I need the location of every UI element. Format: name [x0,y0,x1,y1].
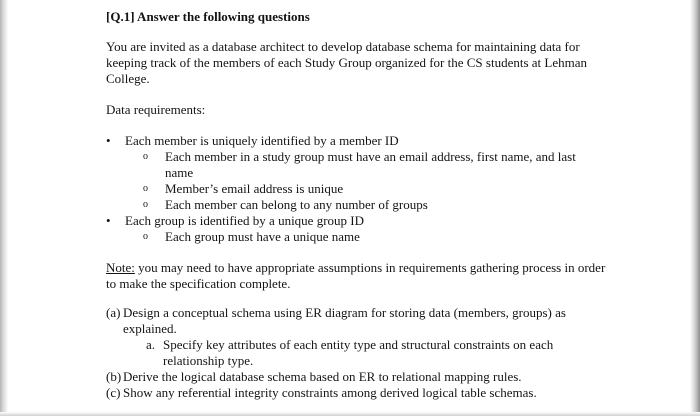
page-right-edge [690,0,700,416]
subtask-item [106,337,606,369]
requirements-label: Data requirements: [106,102,206,117]
task-text: Design a conceptual schema using ER diagram for storing data (members, groups) as explained. [123,305,566,336]
circle-bullet-icon: o [143,183,148,194]
requirement-subitem-text: Each group must have a unique name [165,229,360,244]
task-text: Derive the logical database schema based on ER to relational mapping rules. [123,369,522,384]
task-text: Show any referential integrity constraints among derived logical table schemas. [123,385,537,400]
page-left-edge [0,0,8,416]
requirement-subitem [125,197,606,213]
requirement-subitem-text: Each member in a study group must have an email address, first name, and last name [165,149,576,180]
note-paragraph [106,260,606,292]
requirement-subitem-text: Member’s email address is unique [165,181,344,196]
subtask-text: Specify key attributes of each entity type and structural constraints on each relationship type. [163,337,554,368]
circle-bullet-icon: o [143,231,148,242]
subtask-letter: a. [146,337,156,352]
requirement-item [106,133,606,213]
requirement-subitem [125,229,606,245]
requirement-item [106,213,606,245]
task-item [106,385,606,401]
requirement-text: Each member is uniquely identified by a member ID [125,133,399,148]
page-bottom-edge [0,412,700,416]
bullet-icon: • [106,213,111,228]
requirement-subitem-text: Each member can belong to any number of groups [165,197,428,212]
requirement-text: Each group is identified by a unique group ID [125,213,364,228]
task-item [106,305,606,337]
requirement-sublist [125,149,606,213]
intro-paragraph: You are invited as a database architect to develop database schema for maintaining data for keeping track of the members of each Study Group organized for the CS students at Lehman College. [106,39,587,86]
requirement-subitem [125,181,606,197]
task-letter: (c) [106,385,121,400]
task-letter: (b) [106,369,122,384]
task-letter: (a) [106,305,121,320]
circle-bullet-icon: o [143,151,148,162]
bullet-icon: • [106,133,111,148]
requirement-subitem [125,149,606,181]
circle-bullet-icon: o [143,199,148,210]
note-label: Note: [106,260,135,275]
task-item [106,369,606,385]
question-document [106,9,606,401]
requirement-sublist [125,229,606,245]
question-heading: [Q.1] Answer the following questions [106,9,310,24]
requirements-list [106,133,606,245]
note-text: you may need to have appropriate assumptions in requirements gathering process in order to make the specification complete. [106,260,606,291]
